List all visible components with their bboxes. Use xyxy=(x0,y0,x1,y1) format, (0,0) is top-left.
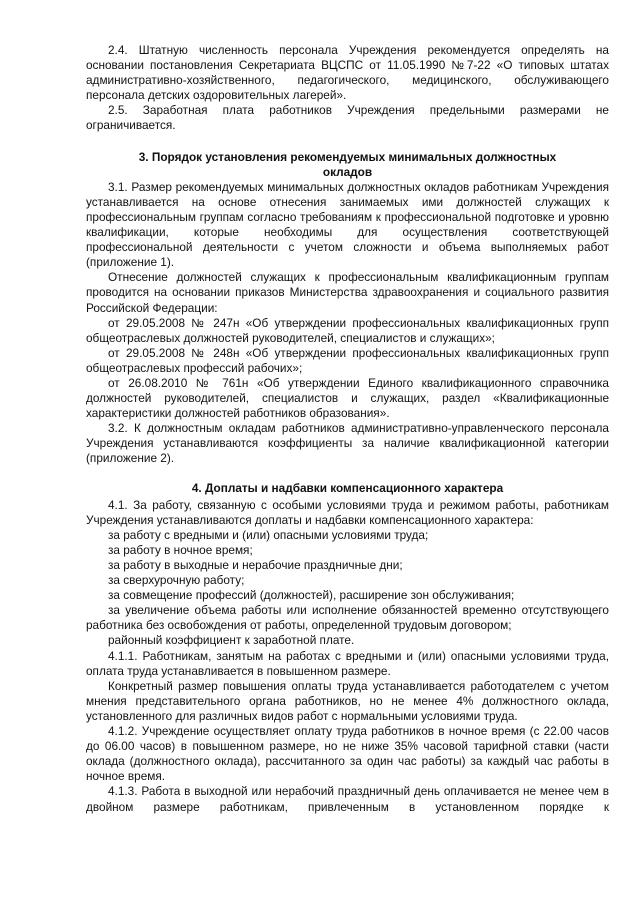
list-item: за увеличение объема работы или исполнение обязанностей временно отсутствующего работника без освобождения от работы, определенной трудовым договором; xyxy=(86,603,609,633)
list-item: за работу в ночное время; xyxy=(108,542,253,557)
section-3-heading: 3. Порядок установления рекомендуемых минимальных должностных окладов xyxy=(138,149,557,179)
paragraph-relation: Отнесение должностей служащих к профессиональным квалификационным группам проводится на основании приказов Министерства здравоохранения и социального развития Российской Федерации: xyxy=(86,270,609,315)
paragraph-3-2: 3.2. К должностным окладам работников административно-управленческого персонала Учреждения устанавливаются коэффициенты за наличие квалификационной категории (приложение 2). xyxy=(86,421,609,466)
order-248n: от 29.05.2008 № 248н «Об утверждении профессиональных квалификационных групп общеотраслевых профессий рабочих»; xyxy=(86,345,609,375)
list-item: районный коэффициент к заработной плате. xyxy=(108,633,355,648)
list-item: за работу в выходные и нерабочие праздничные дни; xyxy=(108,558,403,572)
list-item: за работу с вредными и (или) опасными условиями труда; xyxy=(108,527,429,542)
order-761n: от 26.08.2010 № 761н «Об утверждении Единого квалификационного справочника должностей руководителей, специалистов и служащих, раздел «Квалификационные характеристики должностей работников образования». xyxy=(86,375,609,421)
order-247n: от 29.05.2008 № 247н «Об утверждении профессиональных квалификационных групп общеотраслевых должностей руководителей, специалистов и служащих»; xyxy=(86,315,609,345)
paragraph-4-1-2: 4.1.2. Учреждение осуществляет оплату труда работников в ночное время (с 22.00 часов до 06.00 часов) в повышенном размере, но не ниже 35% часовой тарифной ставки (части оклада (должностного оклада), рассчитанного за один час работы) за каждый час работы в ночное время. xyxy=(86,724,609,784)
list-item: за совмещение профессий (должностей), расширение зон обслуживания; xyxy=(108,588,515,603)
paragraph-3-1: 3.1. Размер рекомендуемых минимальных должностных окладов работникам Учреждения устанавливается на основе отнесения занимаемых ими должностей служащих к профессиональным группам согласно требованиям к профессиональной подготовке и уровню квалификации, которые необходимы для осуществления соответствующей профессиональной деятельности с учетом сложности и объема выполняемых работ (приложение 1). xyxy=(86,179,609,270)
list-item: за сверхурочную работу; xyxy=(108,573,245,588)
paragraph-4-1-3: 4.1.3. Работа в выходной или нерабочий праздничный день оплачивается не менее чем в двойном размере работникам, привлеченным в установленном порядке к xyxy=(86,784,609,814)
section-4-heading: 4. Доплаты и надбавки компенсационного характера xyxy=(191,480,504,495)
paragraph-4-1-1: 4.1.1. Работникам, занятым на работах с вредными и (или) опасными условиями труда, оплата труда устанавливается в повышенном размере. xyxy=(86,648,609,678)
paragraph-4-1: 4.1. За работу, связанную с особыми условиями труда и режимом работы, работникам Учреждения устанавливаются доплаты и надбавки компенсационного характера: xyxy=(86,497,609,527)
paragraph-2-5: 2.5. Заработная плата работников Учреждения предельными размерами не ограничивается. xyxy=(86,103,609,133)
paragraph-specific-size: Конкретный размер повышения оплаты труда устанавливается работодателем с учетом мнения представительного органа работников, но не менее 4% должностного оклада, установленного для различных видов работ с нормальными условиями труда. xyxy=(86,678,609,723)
paragraph-2-4: 2.4. Штатную численность персонала Учреждения рекомендуется определять на основании постановления Секретариата ВЦСПС от 11.05.1990 №7-22 «О типовых штатах административно-хозяйственного, педагогического, медицинского, обслуживающего персонала детских оздоровительных лагерей». xyxy=(86,43,609,103)
